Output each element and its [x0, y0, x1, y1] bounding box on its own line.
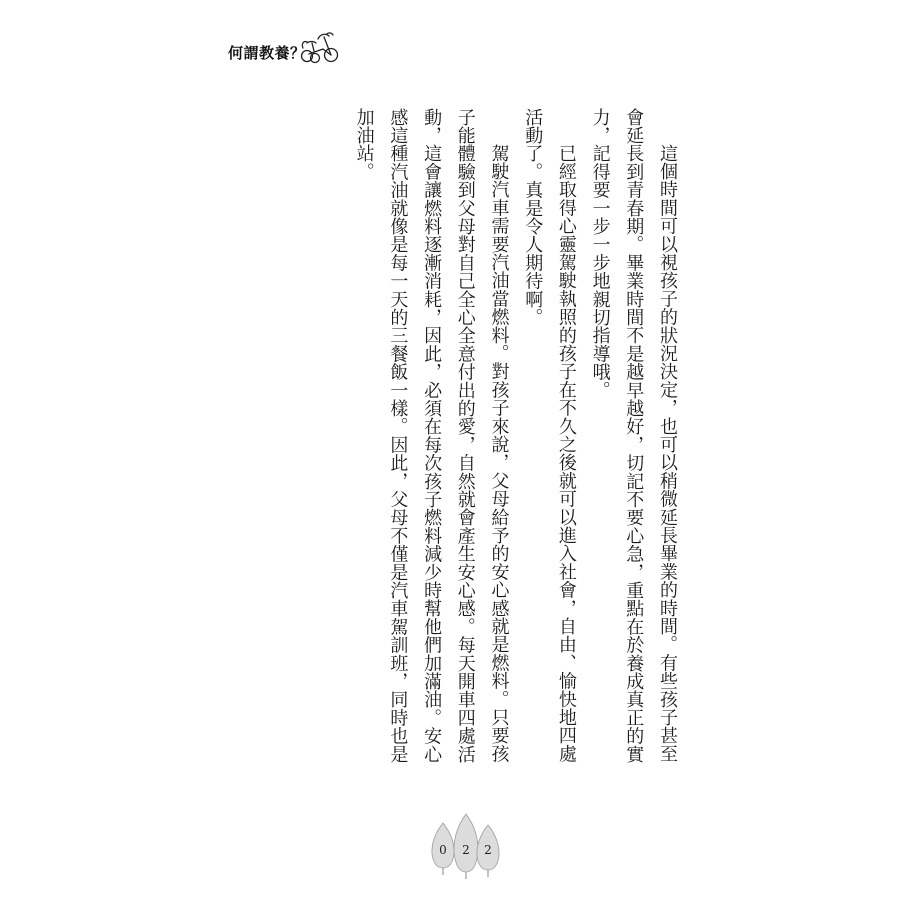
text-column: 加油站。: [353, 108, 375, 181]
text-column: 會延長到青春期。畢業時間不是越早越好，切記不要心急，重點在於養成真正的實: [623, 108, 645, 764]
page-number: [428, 812, 504, 882]
body-text: [347, 108, 684, 770]
text-column: 這個時間可以視孩子的狀況決定，也可以稍微延長畢業的時間。有些孩子甚至: [657, 144, 678, 763]
text-column: 動，這會讓燃料逐漸消耗，因此，必須在每次孩子燃料減少時幫他們加滿油。安心: [421, 108, 443, 764]
tricycle-icon: [298, 30, 340, 64]
text-column: 駕駛汽車需要汽油當燃料。對孩子來說，父母給予的安心感就是燃料。只要孩: [488, 144, 510, 763]
text-column: 活動了。真是令人期待啊。: [522, 108, 544, 327]
page-number-digit: 2: [462, 843, 470, 857]
text-column: 力，記得要一步一步地親切指導哦。: [589, 108, 611, 400]
text-column: 感這種汽油就像是每一天的三餐飯一樣。因此，父母不僅是汽車駕訓班，同時也是: [387, 108, 409, 764]
page-number-digit: 0: [439, 843, 447, 857]
running-header: [226, 30, 346, 66]
page-number-digit: 2: [484, 843, 492, 857]
text-column: 子能體驗到父母對自己全心全意付出的愛，自然就會產生安心感。每天開車四處活: [454, 108, 476, 764]
text-column: 已經取得心靈駕駛執照的孩子在不久之後就可以進入社會，自由、愉快地四處: [555, 144, 577, 763]
paragraph: [583, 108, 684, 770]
chapter-title: 何謂教養？: [228, 44, 306, 62]
paragraph: [515, 108, 582, 770]
paragraph: [347, 108, 516, 770]
